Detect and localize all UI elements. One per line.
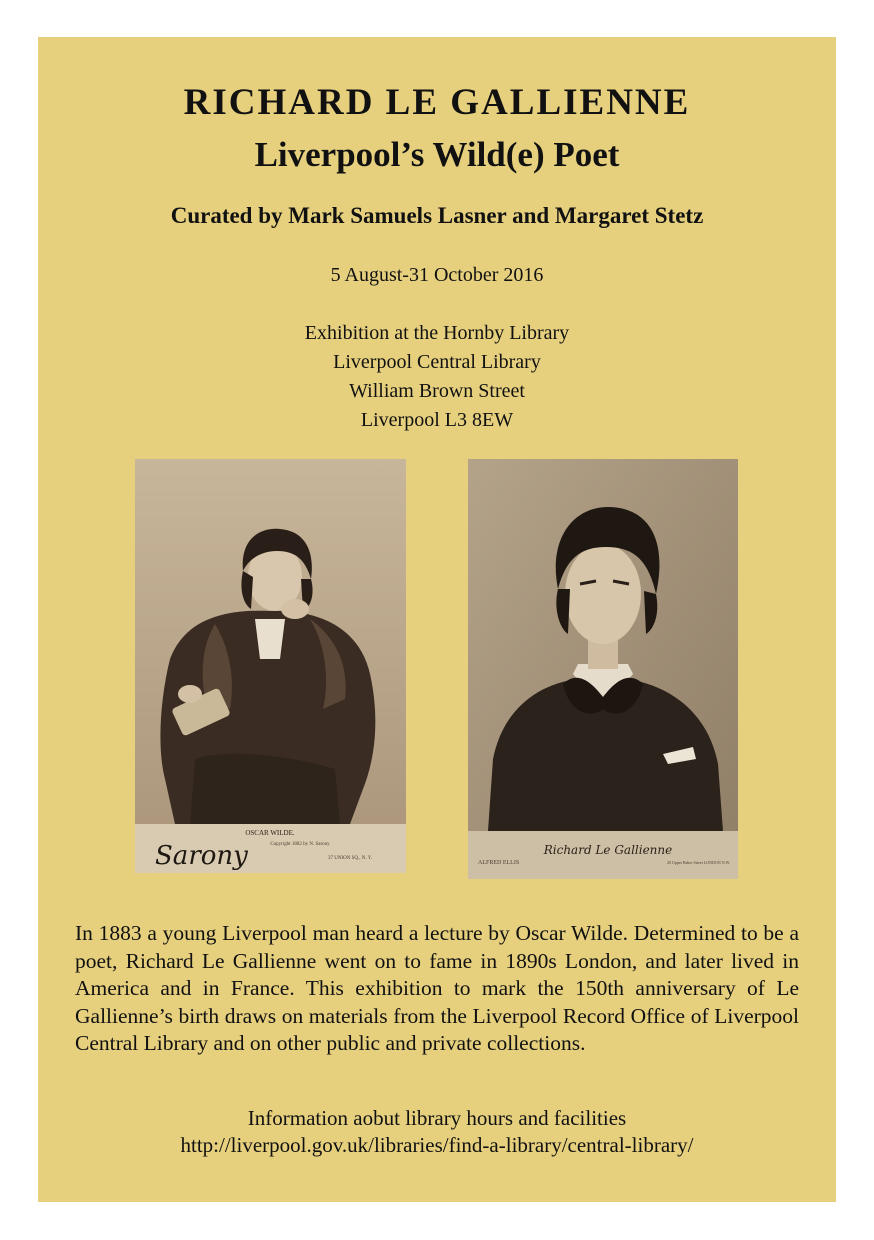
library-info xyxy=(38,1105,836,1159)
exhibition-poster xyxy=(38,37,836,1202)
le-gallienne-signature: Richard Le Gallienne xyxy=(543,843,673,857)
exhibition-dates: 5 August-31 October 2016 xyxy=(330,264,544,286)
venue-line-exhibition: Exhibition at the Hornby Library xyxy=(304,322,570,344)
curators-line: Curated by Mark Samuels Lasner and Margaret Stetz xyxy=(170,203,704,228)
poster-subtitle: Liverpool’s Wild(e) Poet xyxy=(254,135,620,174)
info-heading: Information aobut library hours and facilities xyxy=(247,1106,627,1130)
sarony-signature: Sarony xyxy=(155,841,248,871)
photo-copyright: Copyright 1882 by N. Sarony xyxy=(270,842,330,847)
venue-address xyxy=(38,319,836,435)
venue-line-street: William Brown Street xyxy=(349,380,525,402)
poster-title: RICHARD LE GALLIENNE xyxy=(183,82,691,123)
photo-studio-name: ALFRED ELLIS xyxy=(478,860,520,866)
photo-studio-address-right: 20 Upper Baker Street LONDON N.W. xyxy=(666,860,730,865)
library-url: http://liverpool.gov.uk/libraries/find-a-library/central-library/ xyxy=(180,1133,694,1157)
exhibition-description: In 1883 a young Liverpool man heard a lecture by Oscar Wilde. Determined to be a poet, Richard Le Gallienne went on to fame in 1890s London, and later lived in America and in France. This exhibition to mark the 150th anniversary of Le Gallienne’s birth draws on materials from the Liverpool Record Office of Liverpool Central Library and on other public and private collections. xyxy=(75,921,799,1055)
le-gallienne-photo xyxy=(468,459,738,879)
oscar-wilde-photo xyxy=(135,459,406,873)
venue-line-postcode: Liverpool L3 8EW xyxy=(360,409,514,431)
photo-caption-oscar-wilde: OSCAR WILDE. xyxy=(245,829,295,837)
photo-studio-address: 37 UNION SQ., N. Y. xyxy=(328,856,372,861)
venue-line-library: Liverpool Central Library xyxy=(333,351,541,373)
